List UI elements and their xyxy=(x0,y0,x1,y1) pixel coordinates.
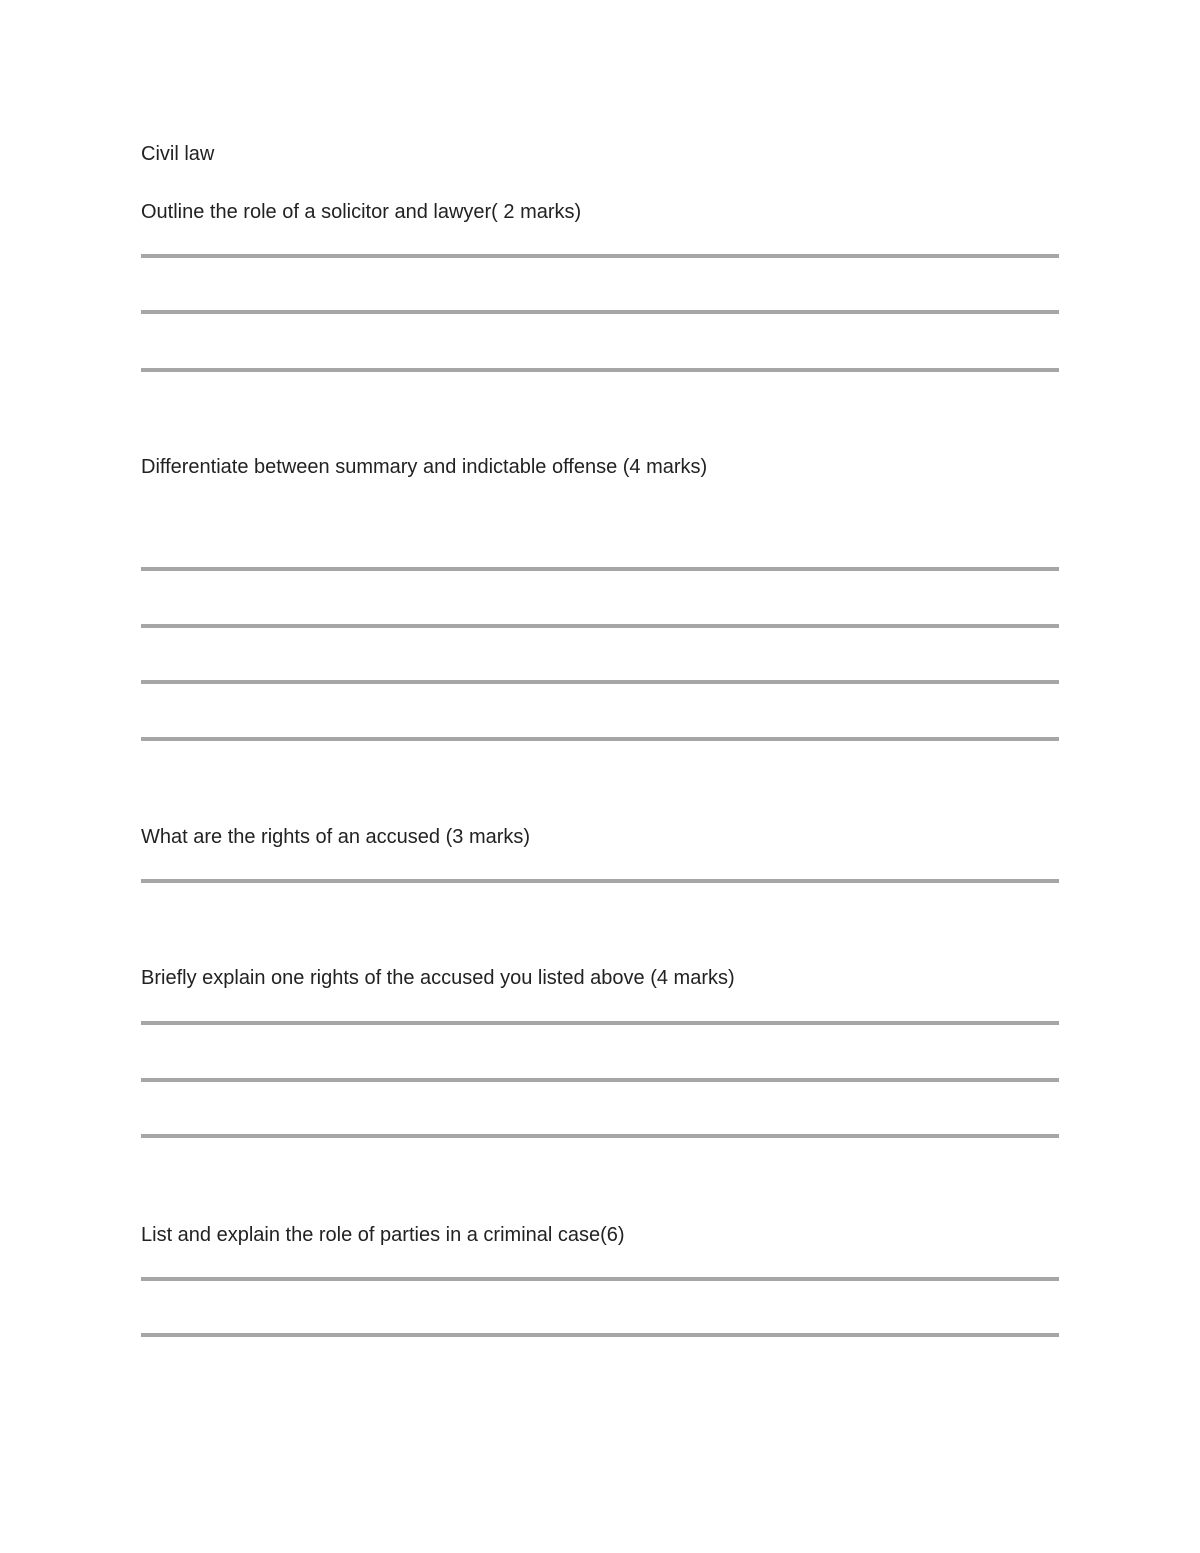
question-4-answer-line-3[interactable] xyxy=(141,1134,1059,1138)
question-1-answer-line-1[interactable] xyxy=(141,254,1059,258)
question-3-text: What are the rights of an accused (3 marks) xyxy=(141,826,531,848)
worksheet-heading: Civil law xyxy=(141,143,215,165)
question-2-answer-line-1[interactable] xyxy=(141,567,1059,571)
question-5-answer-line-1[interactable] xyxy=(141,1277,1059,1281)
question-2-answer-line-2[interactable] xyxy=(141,624,1059,628)
question-4-text: Briefly explain one rights of the accused you listed above (4 marks) xyxy=(141,967,735,989)
question-5-text: List and explain the role of parties in a criminal case(6) xyxy=(141,1224,625,1246)
question-5-answer-line-2[interactable] xyxy=(141,1333,1059,1337)
question-4-answer-line-2[interactable] xyxy=(141,1078,1059,1082)
question-4-answer-line-1[interactable] xyxy=(141,1021,1059,1025)
question-1-answer-line-2[interactable] xyxy=(141,310,1059,314)
question-3-answer-line-1[interactable] xyxy=(141,879,1059,883)
question-2-text: Differentiate between summary and indictable offense (4 marks) xyxy=(141,456,708,478)
question-2-answer-line-4[interactable] xyxy=(141,737,1059,741)
question-2-answer-line-3[interactable] xyxy=(141,680,1059,684)
question-1-text: Outline the role of a solicitor and lawyer( 2 marks) xyxy=(141,201,582,223)
question-1-answer-line-3[interactable] xyxy=(141,368,1059,372)
